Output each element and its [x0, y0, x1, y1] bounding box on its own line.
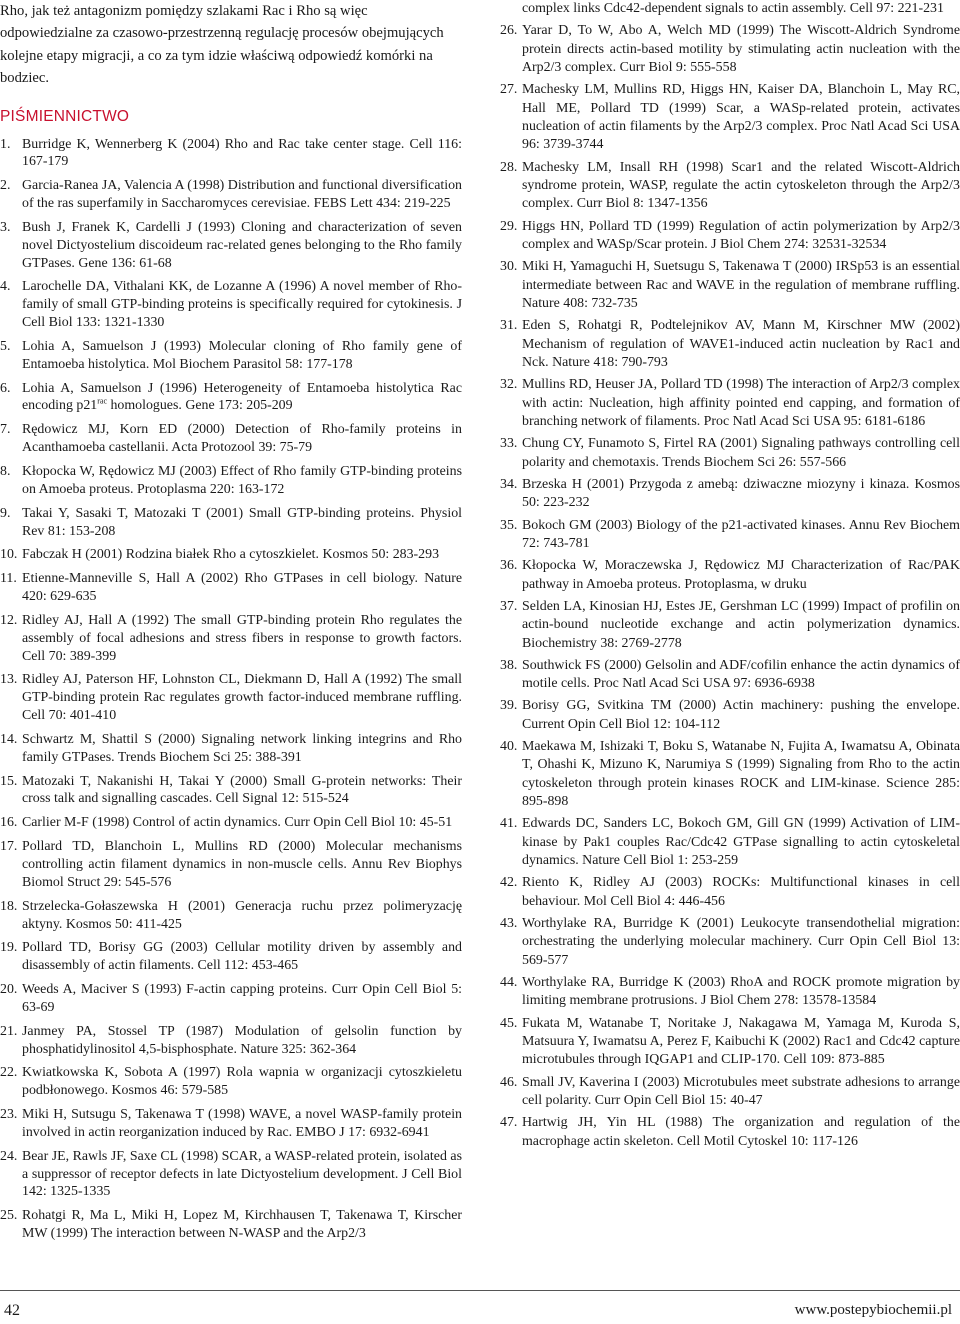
reference-item: [0, 1064, 462, 1100]
reference-item: [500, 697, 960, 734]
reference-item: [0, 177, 462, 213]
reference-number: 5.: [0, 338, 11, 354]
reference-text: Eden S, Rohatgi R, Podtelejnikov AV, Mann M, Kirschner MW (2002) Mechanism of regulation of WAVE1-induced actin nucleation by Rac1 and Nck. Nature 418: 790-793: [522, 318, 960, 371]
reference-text: Machesky LM, Insall RH (1998) Scar1 and the related Wiscott-Aldrich syndrome protein, WASP, regulate the actin cytoskeleton through the Arp2/3 complex. Curr Biol 8: 1347-1356: [522, 159, 960, 212]
page-number: 42: [4, 1302, 20, 1319]
reference-item: [500, 974, 960, 1011]
reference-item: [0, 505, 462, 541]
reference-item: [500, 376, 960, 431]
reference-text: Bokoch GM (2003) Biology of the p21-activated kinases. Annu Rev Biochem 72: 743-781: [522, 517, 960, 551]
reference-item: [500, 1074, 960, 1111]
reference-item: [0, 981, 462, 1017]
reference-text: Carlier M-F (1998) Control of actin dynamics. Curr Opin Cell Biol 10: 45-51: [22, 815, 453, 831]
reference-number: 34.: [500, 476, 518, 492]
reference-item: [500, 1015, 960, 1070]
reference-number: 8.: [0, 464, 11, 480]
reference-text: Schwartz M, Shattil S (2000) Signaling network linking integrins and Rho family GTPases. Trends Biochem Sci 25: 388-391: [22, 731, 462, 765]
reference-text: Riento K, Ridley AJ (2003) ROCKs: Multifunctional kinases in cell behaviour. Mol Cell Biol 4: 446-456: [522, 875, 960, 909]
reference-number: 46.: [500, 1074, 518, 1090]
reference-text: Fabczak H (2001) Rodzina białek Rho a cytoszkielet. Kosmos 50: 283-293: [22, 547, 440, 563]
reference-text: Pollard TD, Blanchoin L, Mullins RD (2000) Molecular mechanisms controlling actin filament dynamics in non-muscle cells. Annu Rev Biophys Biomol Struct 29: 545-576: [22, 839, 462, 890]
reference-item: [0, 380, 462, 416]
reference-number: 42.: [500, 875, 518, 891]
reference-text: Worthylake RA, Burridge K (2003) RhoA and ROCK promote migration by limiting membrane protrusions. J Biol Chem 278: 13578-13584: [522, 975, 960, 1009]
reference-number: 39.: [500, 698, 518, 714]
reference-number: 17.: [0, 839, 18, 855]
website-url: www.postepybiochemii.pl: [794, 1302, 952, 1318]
reference-item: [500, 476, 960, 513]
references-heading: PIŚMIENNICTWO: [0, 107, 130, 125]
reference-number: 6.: [0, 380, 11, 396]
reference-item: [500, 317, 960, 372]
reference-item: [500, 159, 960, 214]
reference-number: 36.: [500, 558, 518, 574]
footer-rule: [0, 1290, 960, 1291]
reference-number: 19.: [0, 940, 18, 956]
reference-number: 15.: [0, 773, 18, 789]
reference-text: Lohia A, Samuelson J (1996) Heterogeneity of Entamoeba histolytica Rac encoding p21: [22, 380, 462, 414]
reference-item: [0, 731, 462, 767]
reference-number: 7.: [0, 422, 11, 438]
reference-number: 41.: [500, 816, 518, 832]
reference-number: 29.: [500, 218, 518, 234]
reference-number: 45.: [500, 1015, 518, 1031]
reference-number: 21.: [0, 1023, 18, 1039]
reference-text: Brzeska H (2001) Przygoda z amebą: dziwaczne miozyny i kinaza. Kosmos 50: 223-232: [522, 476, 960, 511]
reference-item: [500, 874, 960, 911]
reference-number: 37.: [500, 598, 518, 614]
reference-text: Chung CY, Funamoto S, Firtel RA (2001) Signaling pathways controlling cell polarity and chemotaxis. Trends Biochem Sci 26: 557-566: [522, 436, 960, 470]
reference-item: [0, 463, 462, 499]
reference-number: 20.: [0, 982, 18, 998]
reference-number: 25.: [0, 1208, 18, 1224]
reference-item: [0, 838, 462, 891]
reference-item: [0, 1023, 462, 1059]
reference-text: Ridley AJ, Hall A (1992) The small GTP-binding protein Rho regulates the assembly of focal adhesions and stress fibers in response to growth factors. Cell 70: 389-399: [22, 612, 462, 664]
reference-item: [500, 657, 960, 694]
reference-text: Ridley AJ, Paterson HF, Lohnston CL, Diekmann D, Hall A (1992) The small GTP-binding protein Rac regulates growth factor-induced membrane ruffling. Cell 70: 401-410: [22, 672, 462, 724]
reference-text: Miki H, Yamaguchi H, Suetsugu S, Takenawa T (2000) IRSp53 is an essential intermediate between Rac and WAVE in the regulation of membrane ruffling. Nature 408: 732-735: [522, 259, 960, 312]
reference-text: Garcia-Ranea JA, Valencia A (1998) Distribution and functional diversification of the ras superfamily in Saccharomyces cerevisiae. FEBS Lett 434: 219-225: [22, 178, 462, 212]
reference-number: 30.: [500, 259, 518, 275]
reference-number: 2.: [0, 178, 11, 194]
reference-item: [0, 1207, 462, 1243]
reference-number: 9.: [0, 505, 11, 521]
reference-item: [500, 815, 960, 870]
reference-number: 47.: [500, 1115, 518, 1131]
right-column: [500, 0, 960, 1155]
reference-text: Hartwig JH, Yin HL (1988) The organization and regulation of the macrophage actin skeleton. Cell Motil Cytoskel 10: 117-126: [522, 1115, 960, 1149]
reference-text: Fukata M, Watanabe T, Noritake J, Nakagawa M, Yamaga M, Kuroda S, Matsuura Y, Iwamatsu A, Perez F, Kaibuchi K (2002) Rac1 and Cdc42 capture microtubules through IQGAP1 and CLIP-170. Cell 109: 873-885: [522, 1015, 960, 1068]
reference-item: [500, 258, 960, 313]
reference-number: 28.: [500, 159, 518, 175]
reference-superscript: rac: [97, 396, 107, 406]
reference-number: 44.: [500, 975, 518, 991]
reference-number: 27.: [500, 82, 518, 98]
reference-number: 43.: [500, 916, 518, 932]
reference-text: Higgs HN, Pollard TD (1999) Regulation of actin polymerization by Arp2/3 complex and WASp/Scar protein. J Biol Chem 274: 32531-32534: [522, 218, 960, 253]
reference-item: [500, 22, 960, 77]
reference-number: 16.: [0, 815, 18, 831]
reference-item: [0, 338, 462, 374]
reference-item: [0, 814, 462, 832]
reference-item: [0, 671, 462, 724]
reference-text: Pollard TD, Borisy GG (2003) Cellular motility driven by assembly and disassembly of actin filaments. Cell 112: 453-465: [22, 940, 462, 974]
reference-item: [0, 219, 462, 272]
reference-text: Burridge K, Wennerberg K (2004) Rho and Rac take center stage. Cell 116: 167-179: [22, 136, 462, 170]
reference-text: Lohia A, Samuelson J (1993) Molecular cloning of Rho family gene of Entamoeba histolytica. Mol Biochem Parasitol 58: 177-178: [22, 338, 462, 372]
reference-text: Larochelle DA, Vithalani KK, de Lozanne A (1996) A novel member of Rho-family of small GTP-binding proteins is specifically required for cytokinesis. J Cell Biol 133: 1321-1330: [22, 279, 462, 331]
reference-text: Janmey PA, Stossel TP (1987) Modulation of gelsolin function by phosphatidylinositol 4,5-bisphosphate. Nature 325: 362-364: [22, 1023, 462, 1057]
reference-text: Strzelecka-Gołaszewska H (2001) Generacja ruchu przez polimeryzację aktyny. Kosmos 50: 411-425: [22, 898, 462, 932]
reference-text: Weeds A, Maciver S (1993) F-actin capping proteins. Curr Opin Cell Biol 5: 63-69: [22, 982, 462, 1015]
reference-item: [0, 1148, 462, 1201]
reference-number: 38.: [500, 657, 518, 673]
reference-item: [0, 939, 462, 975]
reference-text: Worthylake RA, Burridge K (2001) Leukocyte transendothelial migration: orchestrating the underlying molecular machinery. Curr Opin Cell Biol 13: 569-577: [522, 916, 960, 968]
reference-number: 31.: [500, 318, 518, 334]
reference-text: Edwards DC, Sanders LC, Bokoch GM, Gill GN (1999) Activation of LIM-kinase by Pak1 couples Rac/Cdc42 GTPase signalling to actin cytoskeletal dynamics. Nature Cell Biol 1: 253-259: [522, 816, 960, 869]
reference-item: [500, 517, 960, 554]
reference-text: Kłopocka W, Rędowicz MJ (2003) Effect of Rho family GTP-binding proteins on Amoeba proteus. Protoplasma 220: 163-172: [22, 464, 462, 497]
reference-item: [0, 278, 462, 331]
reference-item: [500, 557, 960, 594]
reference-text: Miki H, Sutsugu S, Takenawa T (1998) WAVE, a novel WASP-family protein involved in actin reorganization induced by Rac. EMBO J 17: 6932-6941: [22, 1107, 462, 1140]
reference-text: Small JV, Kaverina I (2003) Microtubules meet substrate adhesions to arrange cell polarity. Curr Opin Cell Biol 15: 40-47: [522, 1074, 960, 1109]
reference-item: [0, 1106, 462, 1142]
left-column: [0, 0, 462, 1249]
reference-text: Matozaki T, Nakanishi H, Takai Y (2000) Small G-protein networks: Their cross talk and signalling cascades. Cell Signal 12: 515-524: [22, 773, 462, 807]
reference-number: 11.: [0, 571, 17, 587]
reference-text: Bear JE, Rawls JF, Saxe CL (1998) SCAR, a WASP-related protein, isolated as a suppressor of receptor defects in late Dictyostelium development. J Cell Biol 142: 1325-1335: [22, 1148, 462, 1200]
reference-text-continued: homologues. Gene 173: 205-209: [107, 398, 293, 414]
reference-text: Yarar D, To W, Abo A, Welch MD (1999) The Wiscott-Aldrich Syndrome protein directs actin-based motility by stimulating actin nucleation with the Arp2/3 complex. Curr Biol 9: 555-558: [522, 23, 960, 76]
reference-text: Selden LA, Kinosian HJ, Estes JE, Gershman LC (1999) Impact of profilin on actin-bound nucleotide exchange and actin polymerization dynamics. Biochemistry 38: 2769-2778: [522, 598, 960, 651]
reference-item: [0, 421, 462, 457]
reference-item: [500, 81, 960, 155]
reference-item: [500, 218, 960, 255]
reference-text: Bush J, Franek K, Cardelli J (1993) Cloning and characterization of seven novel Dictyostelium discoideum rac-related genes belonging to the Rho family GTPases. Gene 136: 61-68: [22, 220, 462, 271]
reference-number: 26.: [500, 23, 518, 39]
reference-item: [0, 570, 462, 606]
reference-text: Rędowicz MJ, Korn ED (2000) Detection of Rho-family proteins in Acanthamoeba castellanii. Acta Protozool 39: 75-79: [22, 422, 462, 456]
reference-number: 1.: [0, 136, 11, 152]
reference-number: 35.: [500, 517, 518, 533]
reference-text: Takai Y, Sasaki T, Matozaki T (2001) Small GTP-binding proteins. Physiol Rev 81: 153-208: [22, 505, 462, 539]
reference-item: [500, 1114, 960, 1151]
reference-text: Kwiatkowska K, Sobota A (1997) Rola wapnia w organizacji cytoszkieletu podbłonowego. Kosmos 46: 579-585: [22, 1065, 462, 1099]
reference-item: [0, 773, 462, 809]
left-reference-list: [0, 136, 462, 1243]
reference-text: Rohatgi R, Ma L, Miki H, Lopez M, Kirchhausen T, Takenawa T, Kirscher MW (1999) The interaction between N-WASP and the Arp2/3: [22, 1208, 462, 1242]
right-reference-list: [500, 22, 960, 1151]
reference-number: 14.: [0, 731, 18, 747]
reference-text: Machesky LM, Mullins RD, Higgs HN, Kaiser DA, Blanchoin L, May RC, Hall ME, Pollard TD (1999) Scar, a WASp-related protein, activates nucleation of actin filaments by the Arp2/3 complex. Proc Natl Acad Sci USA 96: 3739-3744: [522, 82, 960, 153]
reference-text: Southwick FS (2000) Gelsolin and ADF/cofilin enhance the actin dynamics of motile cells. Proc Natl Acad Sci USA 97: 6936-6938: [522, 657, 960, 692]
intro-paragraph: Rho, jak też antagonizm pomiędzy szlakami Rac i Rho są więc odpowiedzialne za czasowo-przestrzenną regulację procesów obejmujących kolejne etapy migracji, a co za tym idzie właściwą odpowiedź komórki na bodziec.: [0, 3, 444, 87]
reference-item: [0, 546, 462, 564]
reference-number: 40.: [500, 738, 518, 754]
reference-number: 32.: [500, 377, 518, 393]
reference-number: 33.: [500, 436, 518, 452]
reference-item: [500, 598, 960, 653]
reference-number: 22.: [0, 1065, 18, 1081]
reference-text: Etienne-Manneville S, Hall A (2002) Rho GTPases in cell biology. Nature 420: 629-635: [22, 571, 462, 605]
reference-text: Mullins RD, Heuser JA, Pollard TD (1998) The interaction of Arp2/3 complex with actin: Nucleation, high affinity pointed end capping, and formation of branching network of filaments. Proc Natl Acad Sci USA 95: 6181-6186: [522, 377, 960, 430]
reference-number: 13.: [0, 672, 18, 688]
reference-item: [0, 898, 462, 934]
reference-item: [0, 612, 462, 665]
reference-number: 12.: [0, 612, 18, 628]
reference-text: Maekawa M, Ishizaki T, Boku S, Watanabe N, Fujita A, Iwamatsu A, Obinata T, Ohashi K, Mizuno K, Narumiya S (1999) Signaling from Rho to the actin cytoskeleton through protein kinases ROCK and LIM-kinase. Science 285: 895-898: [522, 738, 960, 810]
reference-number: 24.: [0, 1148, 18, 1164]
reference-number: 18.: [0, 898, 18, 914]
reference-number: 23.: [0, 1107, 18, 1123]
reference-item: [500, 738, 960, 812]
reference-item: [500, 915, 960, 970]
reference-item: [500, 435, 960, 472]
reference-text: Kłopocka W, Moraczewska J, Rędowicz MJ Characterization of Rac/PAK pathway in Amoeba proteus. Protoplasma, w druku: [522, 558, 960, 592]
reference-number: 10.: [0, 547, 18, 563]
reference-text: Borisy GG, Svitkina TM (2000) Actin machinery: pushing the envelope. Current Opin Cell Biol 12: 104-112: [522, 698, 960, 732]
reference-item: [0, 136, 462, 172]
reference-number: 3.: [0, 220, 11, 235]
reference-25-continuation: complex links Cdc42-dependent signals to actin assembly. Cell 97: 221-231: [522, 1, 944, 16]
reference-number: 4.: [0, 279, 11, 295]
